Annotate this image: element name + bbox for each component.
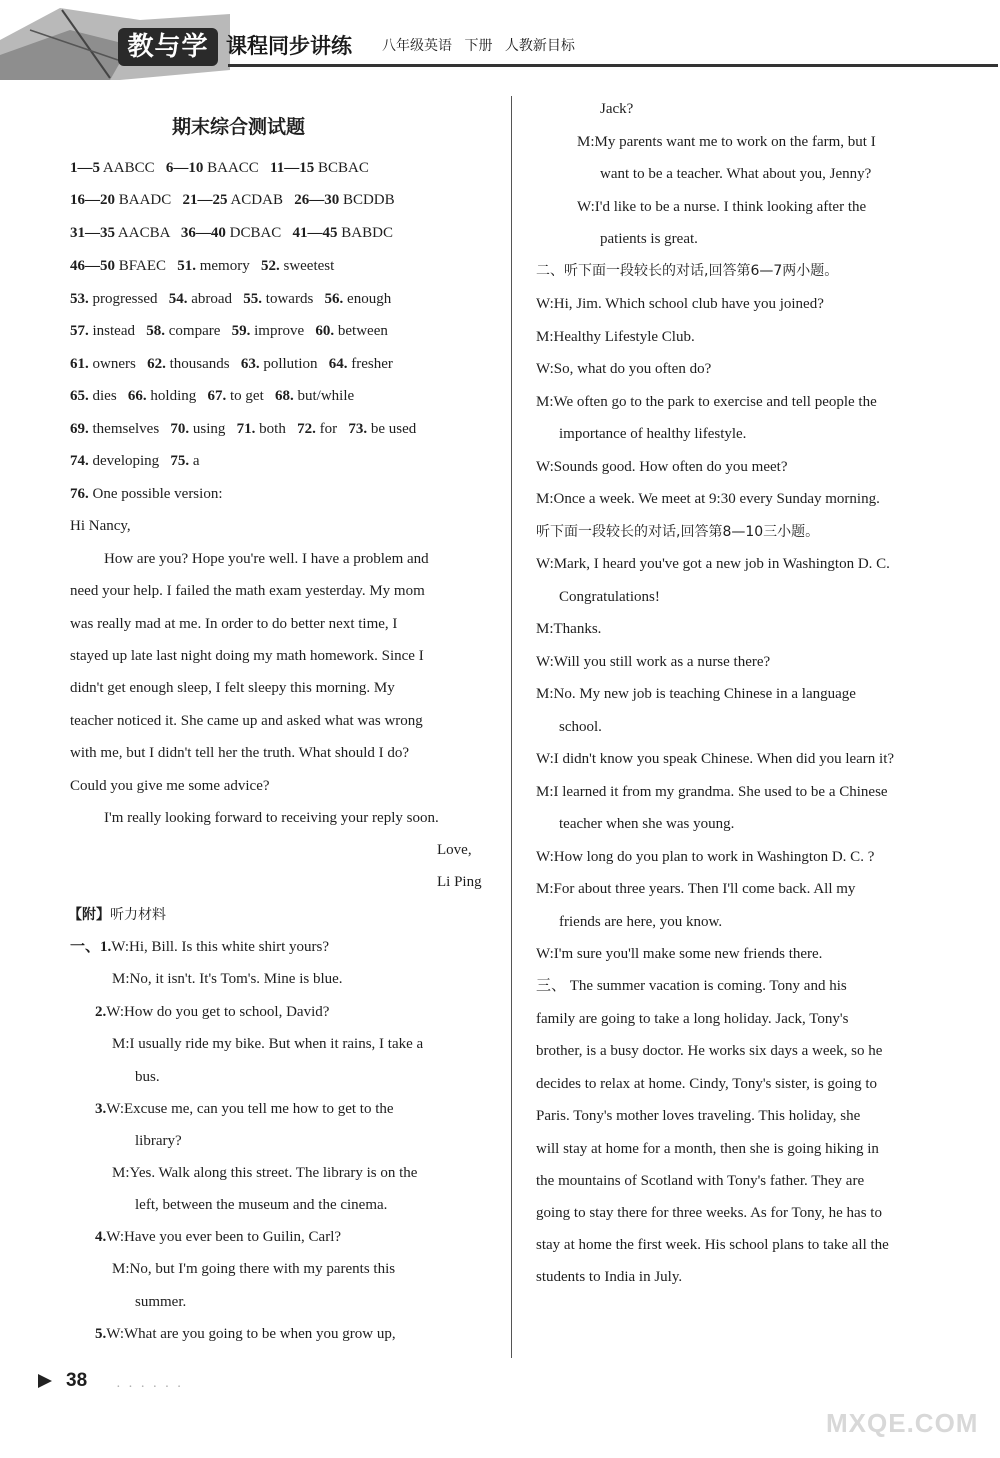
answer-num: 60.	[315, 323, 335, 339]
dialogue-line: patients is great.	[600, 231, 698, 247]
answer-text: thousands	[165, 356, 234, 372]
letter-line: How are you? Hope you're well. I have a problem and	[104, 551, 429, 567]
item-number: 5.	[95, 1326, 107, 1342]
answer-num: 57.	[70, 323, 89, 339]
series-title: 课程同步讲练	[226, 34, 352, 58]
listening-item	[95, 1324, 396, 1344]
page-dots: · · · · · ·	[116, 1380, 184, 1395]
answer-row	[70, 256, 334, 276]
letter-line: I'm really looking forward to receiving your reply soon.	[104, 810, 439, 826]
dialogue-line: W:I didn't know you speak Chinese. When did you learn it?	[536, 751, 895, 767]
answer-row	[70, 190, 395, 210]
answer-text: a	[189, 453, 200, 469]
dialogue-line: M:I learned it from my grandma. She used to be a Chinese	[536, 784, 888, 800]
listening-line: M:No, it isn't. It's Tom's. Mine is blue.	[112, 971, 343, 987]
dialogue-line: M:We often go to the park to exercise and tell people the	[536, 394, 877, 410]
answer-text: BCDDB	[339, 192, 395, 208]
passage-line: Paris. Tony's mother loves traveling. This holiday, she	[536, 1108, 861, 1124]
answer-range: 21—25	[182, 192, 228, 208]
answer-text: instead	[88, 323, 139, 339]
page-number	[38, 1370, 87, 1392]
answer-text: fresher	[347, 356, 393, 372]
answer-num: 55.	[243, 291, 263, 307]
watermark	[826, 1408, 986, 1452]
passage-line: brother, is a busy doctor. He works six days a week, so he	[536, 1043, 883, 1059]
answer-text: BAACC	[203, 160, 263, 176]
item-text: W:Excuse me, can you tell me how to get to the	[106, 1101, 394, 1117]
answer-num: 62.	[147, 356, 166, 372]
listening-line: M:Yes. Walk along this street. The library is on the	[112, 1165, 418, 1181]
column-divider	[511, 96, 512, 1358]
answer-text: to get	[226, 388, 268, 404]
answer-text: BABDC	[337, 225, 393, 241]
letter-line: teacher noticed it. She came up and asked what was wrong	[70, 713, 423, 729]
answer-num: 64.	[328, 356, 348, 372]
answer-num: 59.	[231, 323, 251, 339]
appendix-heading	[68, 905, 166, 925]
answer-text: be used	[367, 421, 417, 437]
listening-item	[95, 1002, 329, 1022]
dialogue-line: M:For about three years. Then I'll come back. All my	[536, 881, 856, 897]
answer-text: AABCC	[100, 160, 159, 176]
answer-text: for	[315, 421, 341, 437]
dialogue-line: M:No. My new job is teaching Chinese in a language	[536, 686, 856, 702]
letter-line: didn't get enough sleep, I felt sleepy this morning. My	[70, 680, 395, 696]
letter-line: stayed up late last night doing my math homework. Since I	[70, 648, 424, 664]
dialogue-line: school.	[559, 719, 602, 735]
listening-line: summer.	[135, 1294, 187, 1310]
answer-row	[70, 451, 200, 471]
answer-num: 72.	[297, 421, 316, 437]
letter-line: with me, but I didn't tell her the truth. What should I do?	[70, 745, 410, 761]
page-number-text: 38	[66, 1370, 88, 1391]
letter-signature: Li Ping	[437, 874, 482, 890]
item-text: W:How do you get to school, David?	[106, 1004, 330, 1020]
answer-row	[70, 386, 354, 406]
answer-text: progressed	[88, 291, 162, 307]
answer-range: 46—50	[70, 258, 115, 274]
page-title: 期末综合测试题	[172, 116, 306, 138]
section-instruction: 听下面一段较长的对话,回答第8—10三小题。	[536, 524, 820, 540]
dialogue-line: W:So, what do you often do?	[536, 361, 712, 377]
answer-text: BAADC	[115, 192, 176, 208]
answer-row	[70, 354, 393, 374]
passage-line: going to stay there for three weeks. As for Tony, he has to	[536, 1205, 882, 1221]
answer-text: BCBAC	[314, 160, 369, 176]
answer-text: holding	[146, 388, 201, 404]
answer-text: pollution	[259, 356, 322, 372]
answer-num: 61.	[70, 356, 89, 372]
answer-text: One possible version:	[88, 486, 223, 502]
brand-logo: 教与学	[118, 28, 218, 66]
dialogue-line: W:Hi, Jim. Which school club have you joined?	[536, 296, 824, 312]
passage-line: family are going to take a long holiday. Jack, Tony's	[536, 1011, 849, 1027]
answer-text: dies	[88, 388, 121, 404]
answer-range: 36—40	[180, 225, 226, 241]
dialogue-line: want to be a teacher. What about you, Jenny?	[600, 166, 872, 182]
listening-line: library?	[135, 1133, 182, 1149]
answer-text: ACDAB	[227, 192, 287, 208]
letter-greeting: Hi Nancy,	[70, 518, 131, 534]
dialogue-line: M:Thanks.	[536, 621, 602, 637]
answer-text: abroad	[187, 291, 236, 307]
answer-text: AACBA	[115, 225, 174, 241]
watermark-text: MXQE.COM	[826, 1408, 979, 1438]
answer-row	[70, 223, 393, 243]
listening-item	[95, 1227, 341, 1247]
passage-line: students to India in July.	[536, 1269, 683, 1285]
dialogue-line: friends are here, you know.	[559, 914, 723, 930]
arrow-icon	[38, 1374, 52, 1388]
answer-num: 74.	[70, 453, 89, 469]
answer-num: 52.	[260, 258, 280, 274]
appendix-bracket: 【附】	[68, 907, 110, 923]
dialogue-line: Congratulations!	[559, 589, 660, 605]
dialogue-line: M:Healthy Lifestyle Club.	[536, 329, 695, 345]
dialogue-line: W:Sounds good. How often do you meet?	[536, 459, 788, 475]
answer-range: 31—35	[70, 225, 115, 241]
dialogue-line: M:Once a week. We meet at 9:30 every Sunday morning.	[536, 491, 880, 507]
dialogue-line: M:My parents want me to work on the farm, but I	[577, 134, 876, 150]
answer-num: 56.	[324, 291, 344, 307]
answer-num: 58.	[146, 323, 165, 339]
listening-item	[95, 1099, 394, 1119]
listening-line: M:No, but I'm going there with my parents this	[112, 1261, 396, 1277]
answer-range: 26—30	[294, 192, 340, 208]
answer-num: 69.	[70, 421, 89, 437]
answer-row	[70, 289, 391, 309]
answer-row	[70, 484, 222, 504]
answer-range: 11—15	[270, 160, 315, 176]
answer-num: 76.	[70, 486, 89, 502]
answer-num: 65.	[70, 388, 89, 404]
dialogue-line: teacher when she was young.	[559, 816, 735, 832]
listening-line: bus.	[135, 1069, 160, 1085]
answer-text: improve	[250, 323, 308, 339]
answer-num: 53.	[70, 291, 89, 307]
book-info: 八年级英语 下册 人教新目标	[382, 38, 575, 54]
dialogue-line: W:Mark, I heard you've got a new job in Washington D. C.	[536, 556, 890, 572]
header-rule	[228, 64, 998, 67]
answer-num: 73.	[348, 421, 368, 437]
answer-text: using	[189, 421, 230, 437]
answer-text: sweetest	[279, 258, 335, 274]
answer-text: owners	[88, 356, 140, 372]
item-number: 一、1.	[70, 939, 112, 955]
answer-num: 67.	[207, 388, 227, 404]
answer-row	[70, 419, 416, 439]
answer-text: towards	[262, 291, 318, 307]
answer-text: BFAEC	[115, 258, 170, 274]
section-instruction: 二、听下面一段较长的对话,回答第6—7两小题。	[536, 263, 839, 279]
letter-line: was really mad at me. In order to do better next time, I	[70, 616, 398, 632]
answer-num: 68.	[275, 388, 294, 404]
passage-line: decides to relax at home. Cindy, Tony's sister, is going to	[536, 1076, 878, 1092]
item-text: W:Hi, Bill. Is this white shirt yours?	[111, 939, 330, 955]
answer-num: 71.	[236, 421, 256, 437]
listening-line: left, between the museum and the cinema.	[135, 1197, 388, 1213]
item-number: 2.	[95, 1004, 107, 1020]
item-number: 4.	[95, 1229, 107, 1245]
answer-row	[70, 158, 369, 178]
dialogue-line: Jack?	[600, 101, 634, 117]
answer-num: 70.	[170, 421, 190, 437]
answer-range: 16—20	[70, 192, 115, 208]
item-text: W:What are you going to be when you grow up,	[106, 1326, 396, 1342]
dialogue-line: W:How long do you plan to work in Washington D. C. ?	[536, 849, 875, 865]
answer-num: 75.	[170, 453, 190, 469]
appendix-label: 听力材料	[110, 907, 166, 923]
answer-range: 1—5	[70, 160, 100, 176]
answer-num: 54.	[168, 291, 188, 307]
dialogue-line: W:Will you still work as a nurse there?	[536, 654, 771, 670]
answer-text: developing	[88, 453, 163, 469]
letter-line: Could you give me some advice?	[70, 778, 270, 794]
letter-closing: Love,	[437, 842, 472, 858]
letter-line: need your help. I failed the math exam yesterday. My mom	[70, 583, 425, 599]
item-number: 3.	[95, 1101, 107, 1117]
answer-range: 41—45	[292, 225, 338, 241]
answer-text: both	[255, 421, 290, 437]
answer-range: 6—10	[165, 160, 204, 176]
passage-line: will stay at home for a month, then she is going hiking in	[536, 1141, 879, 1157]
answer-text: between	[334, 323, 388, 339]
dialogue-line: W:I'd like to be a nurse. I think looking after the	[577, 199, 867, 215]
passage-line: 三、 The summer vacation is coming. Tony and his	[536, 978, 847, 994]
passage-line: the mountains of Scotland with Tony's father. They are	[536, 1173, 865, 1189]
dialogue-line: importance of healthy lifestyle.	[559, 426, 747, 442]
dialogue-line: W:I'm sure you'll make some new friends there.	[536, 946, 823, 962]
answer-num: 63.	[240, 356, 260, 372]
answer-num: 66.	[127, 388, 147, 404]
item-text: W:Have you ever been to Guilin, Carl?	[106, 1229, 342, 1245]
passage-line: stay at home the first week. His school plans to take all the	[536, 1237, 889, 1253]
listening-line: M:I usually ride my bike. But when it rains, I take a	[112, 1036, 424, 1052]
answer-text: but/while	[293, 388, 355, 404]
answer-text: memory	[195, 258, 254, 274]
listening-item	[70, 937, 329, 957]
answer-text: compare	[165, 323, 225, 339]
answer-text: themselves	[88, 421, 163, 437]
answer-num: 51.	[177, 258, 196, 274]
answer-row	[70, 321, 388, 341]
answer-text: enough	[343, 291, 392, 307]
answer-text: DCBAC	[225, 225, 286, 241]
